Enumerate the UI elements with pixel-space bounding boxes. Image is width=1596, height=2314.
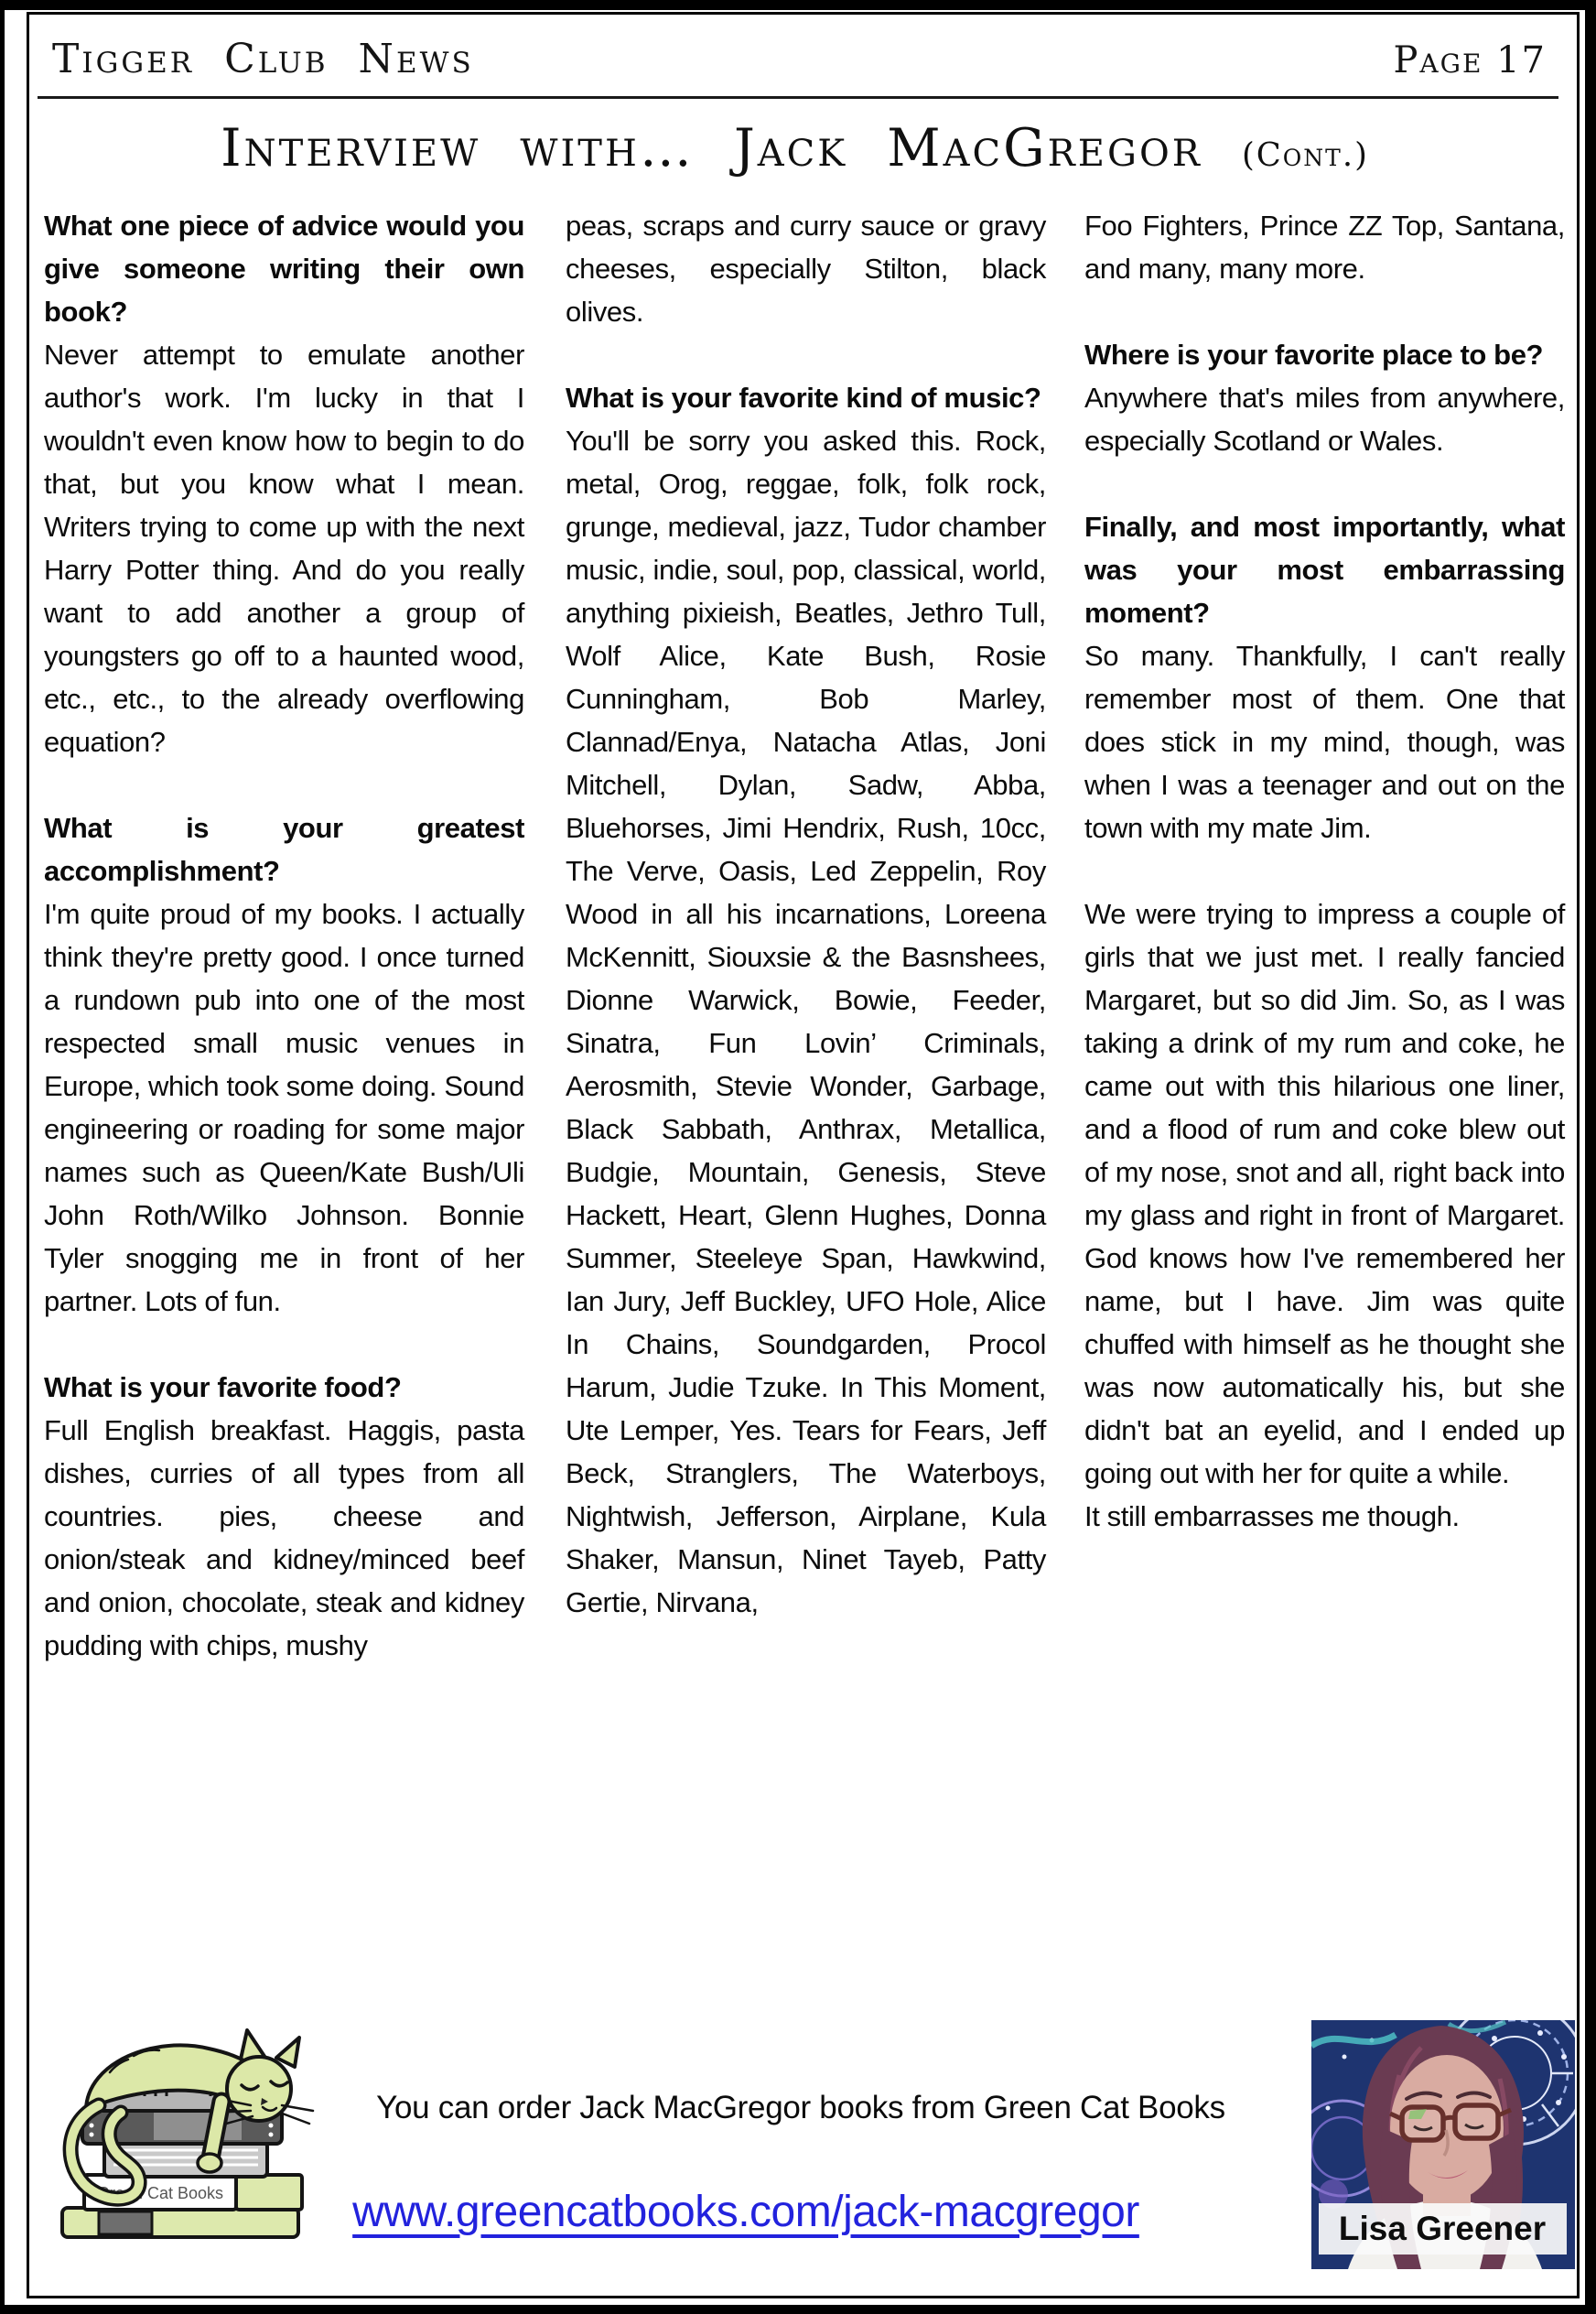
column-1	[44, 204, 524, 1667]
article-title-cont: (Cont.)	[1241, 136, 1369, 174]
question-heading: Finally, and most importantly, what was your most embarrassing moment?	[1084, 511, 1565, 629]
greencatbooks-link[interactable]: www.greencatbooks.com/jack-macgregor	[352, 2188, 1139, 2236]
paragraph-gap	[44, 1323, 524, 1366]
paragraph-gap	[1084, 849, 1565, 892]
photo-caption: Lisa Greener	[1338, 2210, 1547, 2247]
question-heading: What is your favorite kind of music?	[566, 382, 1041, 414]
column-2	[566, 204, 1046, 1624]
question-heading: What is your greatest accomplishment?	[44, 812, 524, 887]
column-3	[1084, 204, 1565, 1538]
answer-paragraph: You'll be sorry you asked this. Rock, metal, Orog, reggae, folk, folk rock, grunge, medieval, jazz, Tudor chamber music, indie, soul, pop, classical, world, anything pixieish, Beatles, Jethro Tull, Wolf Alice, Kate Bush, Rosie Cunningham, Bob Marley, Clannad/Enya, Natacha Atlas, Joni Mitchell, Dylan, Sadw, Abba, Bluehorses, Jimi Hendrix, Rush, 10cc, The Verve, Oasis, Led Zeppelin, Roy Wood in all his incarnations, Loreena McKennitt, Siouxsie & the Basnshees, Dionne Warwick, Bowie, Feeder, Sinatra, Fun Lovin’ Criminals, Aerosmith, Stevie Wonder, Garbage, Black Sabbath, Anthrax, Metallica, Budgie, Mountain, Genesis, Steve Hackett, Heart, Glenn Hughes, Donna Summer, Steeleye Span, Hawkwind, Ian Jury, Jeff Buckley, UFO Hole, Alice In Chains, Soundgarden, Procol Harum, Judie Tzuke. In This Moment, Ute Lemper, Yes. Tears for Fears, Jeff Beck, Stranglers, The Waterboys, Nightwish, Jefferson, Airplane, Kula Shaker, Mansun, Ninet Tayeb, Patty Gertie, Nirvana,	[566, 425, 1046, 1618]
answer-paragraph: Anywhere that's miles from anywhere, especially Scotland or Wales.	[1084, 382, 1565, 457]
answer-paragraph: Never attempt to emulate another author's work. I'm lucky in that I wouldn't even know how to begin to do that, but you know what I mean. Writers trying to come up with the next Harry Potter thing. And do you really want to add another a group of youngsters go off to a haunted wood, etc., etc., to the already overflowing equation?	[44, 339, 524, 758]
answer-paragraph: Full English breakfast. Haggis, pasta dishes, curries of all types from all countries. pies, cheese and onion/steak and kidney/minced beef and onion, chocolate, steak and kidney pudding with chips, mushy	[44, 1414, 524, 1661]
logo-label: Green Cat Books	[96, 2184, 224, 2202]
order-link-wrap	[224, 2187, 1267, 2237]
article-title-text: Interview with… Jack MacGregor	[221, 118, 1202, 178]
paragraph-gap	[566, 333, 1046, 376]
page-number: Page 17	[1393, 39, 1547, 81]
header-divider	[38, 96, 1558, 99]
question-heading: What one piece of advice would you give someone writing their own book?	[44, 210, 524, 328]
newsletter-page	[5, 10, 1585, 2305]
paragraph-gap	[44, 763, 524, 806]
lisa-greener-photo	[1311, 2020, 1575, 2269]
answer-paragraph: So many. Thankfully, I can't really remember most of them. One that does stick in my mind, though, was when I was a teenager and out on the town with my mate Jim.	[1084, 640, 1565, 844]
question-heading: What is your favorite food?	[44, 1371, 402, 1403]
answer-paragraph: Foo Fighters, Prince ZZ Top, Santana, and many, many more.	[1084, 210, 1565, 285]
answer-paragraph: It still embarrasses me though.	[1084, 1500, 1460, 1532]
newsletter-masthead: Tigger Club News	[52, 36, 474, 82]
article-title	[5, 118, 1585, 178]
question-heading: Where is your favorite place to be?	[1084, 339, 1544, 371]
order-text: You can order Jack MacGregor books from Green Cat Books	[376, 2090, 1225, 2125]
paragraph-gap	[1084, 462, 1565, 505]
answer-paragraph: We were trying to impress a couple of girls that we just met. I really fancied Margaret, but so did Jim. So, as I was taking a drink of my rum and coke, he came out with this hilarious one liner, and a flood of rum and coke blew out of my nose, snot and all, right back into my glass and right in front of Margaret. God knows how I've remembered her name, but I have. Jim was quite chuffed with himself as he thought she was now automatically his, but she didn't bat an eyelid, and I ended up going out with her for quite a while.	[1084, 898, 1565, 1489]
answer-paragraph: peas, scraps and curry sauce or gravy cheeses, especially Stilton, black olives.	[566, 210, 1046, 328]
answer-paragraph: I'm quite proud of my books. I actually think they're pretty good. I once turned a rundown pub into one of the most respected small music venues in Europe, which took some doing. Sound engineering or roading for some major names such as Queen/Kate Bush/Uli John Roth/Wilko Johnson. Bonnie Tyler snogging me in front of her partner. Lots of fun.	[44, 898, 524, 1317]
paragraph-gap	[1084, 290, 1565, 333]
